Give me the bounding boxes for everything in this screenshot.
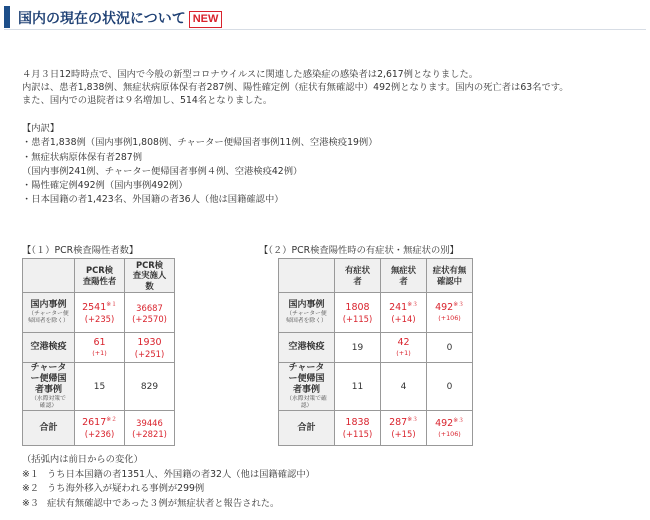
summary-line: ４月３日12時時点で、国内で今般の新型コロナウイルスに関連した感染症の感染者は2,617例となりました。 bbox=[22, 69, 479, 80]
breakdown-heading: 【内訳】 bbox=[22, 123, 60, 134]
table-cell: 0 bbox=[427, 333, 473, 363]
col-label: PCR検査陽性者 bbox=[82, 265, 117, 286]
row-header bbox=[23, 293, 75, 333]
footnotes bbox=[22, 453, 315, 511]
table-cell bbox=[381, 293, 427, 333]
footnote-mark: ※３ bbox=[453, 302, 464, 308]
table2-col-confirming bbox=[427, 259, 473, 293]
row-header bbox=[279, 363, 335, 411]
cell-value: 42 bbox=[397, 337, 410, 348]
row-header bbox=[279, 411, 335, 446]
table-row bbox=[23, 293, 175, 333]
table-cell bbox=[125, 293, 175, 333]
footnote-intro: （括弧内は前日からの変化） bbox=[22, 454, 143, 465]
table2-col-symptomatic bbox=[335, 259, 381, 293]
table-cell: 0 bbox=[427, 363, 473, 411]
footnote-item bbox=[22, 468, 315, 483]
footnote-text: 症状有無確認中であった３例が無症状者と報告された。 bbox=[47, 497, 280, 509]
breakdown-line: ・患者1,838例（国内事例1,808例、チャーター便帰国者事例11例、空港検疫19例） bbox=[22, 137, 378, 149]
row-sublabel: （水際対策で確認） bbox=[31, 396, 66, 409]
row-sublabel: （水際対策で確認） bbox=[286, 396, 327, 409]
cell-value: 39446 bbox=[136, 418, 163, 428]
summary-line: 内訳は、患者1,838例、無症状病原体保有者287例、陽性確定例（症状有無確認中）492例となります。国内の死亡者は63名です。 bbox=[22, 82, 569, 93]
footnote-mark: ※２ bbox=[22, 483, 40, 494]
new-badge: NEW bbox=[189, 11, 223, 28]
cell-value: 241$^{※3}$ bbox=[389, 301, 418, 313]
cell-delta: (+115) bbox=[342, 313, 373, 324]
title-accent-bar bbox=[4, 6, 10, 28]
table1-title: 【（１）PCR検査陽性者数】 bbox=[22, 245, 139, 256]
cell-delta: (+236) bbox=[84, 429, 115, 439]
breakdown-line: ・日本国籍の者1,423名、外国籍の者36人（他は国籍確認中） bbox=[22, 194, 284, 206]
row-header bbox=[279, 293, 335, 333]
cell-delta: (+251) bbox=[134, 348, 165, 359]
row-sublabel: （チャーター便帰国者を除く） bbox=[28, 311, 69, 324]
table-cell: 829 bbox=[125, 363, 175, 411]
table2-header-row bbox=[279, 259, 473, 293]
cell-value: 492$^{※3}$ bbox=[435, 417, 464, 429]
footnote-mark: ※３ bbox=[453, 417, 464, 424]
table-cell bbox=[335, 293, 381, 333]
table-cell bbox=[75, 333, 125, 363]
cell-delta: (+1) bbox=[92, 349, 107, 357]
cell-delta: (+15) bbox=[391, 429, 416, 439]
footnote-mark: ※１ bbox=[106, 301, 117, 308]
row-label: 国内事例 bbox=[288, 300, 325, 310]
cell-delta: (+14) bbox=[391, 313, 416, 324]
cell-delta: (+106) bbox=[438, 429, 461, 438]
row-header bbox=[23, 363, 75, 411]
symptom-status-table bbox=[278, 258, 473, 446]
breakdown-line: ・無症状病原体保有者287例 bbox=[22, 151, 143, 163]
row-label: 国内事例 bbox=[30, 300, 67, 310]
footnote-item bbox=[22, 497, 315, 512]
breakdown-section bbox=[22, 122, 378, 208]
page-header bbox=[4, 4, 646, 30]
cell-delta: (+235) bbox=[84, 313, 115, 324]
table-row bbox=[23, 333, 175, 363]
footnote-item bbox=[22, 482, 315, 497]
page-title-text: 国内の現在の状況について bbox=[18, 11, 186, 27]
table2-corner-cell bbox=[279, 259, 335, 293]
page-title bbox=[18, 8, 222, 28]
table-cell bbox=[335, 411, 381, 446]
col-label: 無症状者 bbox=[390, 265, 417, 286]
table2-col-asymptomatic bbox=[381, 259, 427, 293]
table-cell: 11 bbox=[335, 363, 381, 411]
table-cell: 4 bbox=[381, 363, 427, 411]
breakdown-line: （国内事例241例、チャーター便帰国者事例４例、空港検疫42例） bbox=[22, 165, 303, 177]
row-sublabel: （チャーター便帰国者を除く） bbox=[286, 311, 327, 324]
table-cell bbox=[381, 333, 427, 363]
table1-col-tested bbox=[125, 259, 175, 293]
cell-value: 1838 bbox=[345, 417, 370, 428]
table-cell bbox=[125, 333, 175, 363]
table-cell bbox=[427, 411, 473, 446]
col-label: PCR検査実施人数 bbox=[132, 259, 167, 291]
row-header bbox=[23, 411, 75, 446]
summary-paragraph bbox=[22, 68, 569, 107]
table-cell: 19 bbox=[335, 333, 381, 363]
table-row bbox=[23, 411, 175, 446]
table1-col-positive bbox=[75, 259, 125, 293]
cell-value: 2617$^{※2}$ bbox=[82, 417, 117, 428]
footnote-mark: ※１ bbox=[22, 468, 40, 480]
footnote-text: うち海外移入が疑われる事例が299例 bbox=[47, 483, 205, 494]
col-label: 有症状者 bbox=[344, 265, 371, 286]
table-row bbox=[279, 333, 473, 363]
table1-corner-cell bbox=[23, 259, 75, 293]
row-label: 合計 bbox=[39, 422, 58, 433]
table-cell bbox=[125, 411, 175, 446]
table-cell bbox=[427, 293, 473, 333]
cell-value: 36687 bbox=[136, 302, 163, 313]
cell-value: 61 bbox=[93, 337, 106, 348]
row-label: チャーター便帰国者事例 bbox=[30, 363, 67, 395]
table1-header-row bbox=[23, 259, 175, 293]
row-label: 空港検疫 bbox=[30, 342, 67, 352]
row-header bbox=[23, 333, 75, 363]
table2-title: 【（２）PCR検査陽性時の有症状・無症状の別】 bbox=[259, 245, 459, 256]
table-cell: 15 bbox=[75, 363, 125, 411]
table-cell bbox=[381, 411, 427, 446]
table-row bbox=[279, 363, 473, 411]
footnote-text: うち日本国籍の者1351人、外国籍の者32人（他は国籍確認中） bbox=[47, 468, 315, 480]
col-label: 症状有無確認中 bbox=[432, 265, 467, 286]
cell-delta: (+115) bbox=[342, 429, 373, 439]
table-row bbox=[279, 411, 473, 446]
table-cell bbox=[75, 293, 125, 333]
pcr-positive-table bbox=[22, 258, 175, 446]
cell-value: 1808 bbox=[345, 301, 370, 313]
row-label: 合計 bbox=[297, 422, 316, 433]
row-label: チャーター便帰国者事例 bbox=[288, 363, 325, 395]
row-header bbox=[279, 333, 335, 363]
table-row bbox=[23, 363, 175, 411]
breakdown-line: ・陽性確定例492例（国内事例492例） bbox=[22, 180, 188, 192]
cell-value: 287$^{※3}$ bbox=[389, 417, 418, 428]
row-label: 空港検疫 bbox=[288, 342, 325, 352]
table-cell bbox=[75, 411, 125, 446]
footnote-mark: ※２ bbox=[106, 417, 117, 423]
cell-value: 492$^{※3}$ bbox=[435, 302, 464, 313]
footnote-mark: ※３ bbox=[22, 497, 40, 509]
cell-delta: (+1) bbox=[396, 349, 411, 357]
summary-line: また、国内での退院者は９名増加し、514名となりました。 bbox=[22, 95, 273, 106]
cell-delta: (+2821) bbox=[132, 429, 167, 439]
cell-value: 2541$^{※1}$ bbox=[82, 301, 117, 313]
cell-delta: (+2570) bbox=[132, 313, 167, 324]
footnote-mark: ※３ bbox=[407, 301, 418, 308]
cell-delta: (+106) bbox=[438, 314, 461, 322]
table-row bbox=[279, 293, 473, 333]
footnote-mark: ※３ bbox=[407, 417, 418, 423]
cell-value: 1930 bbox=[137, 336, 162, 348]
